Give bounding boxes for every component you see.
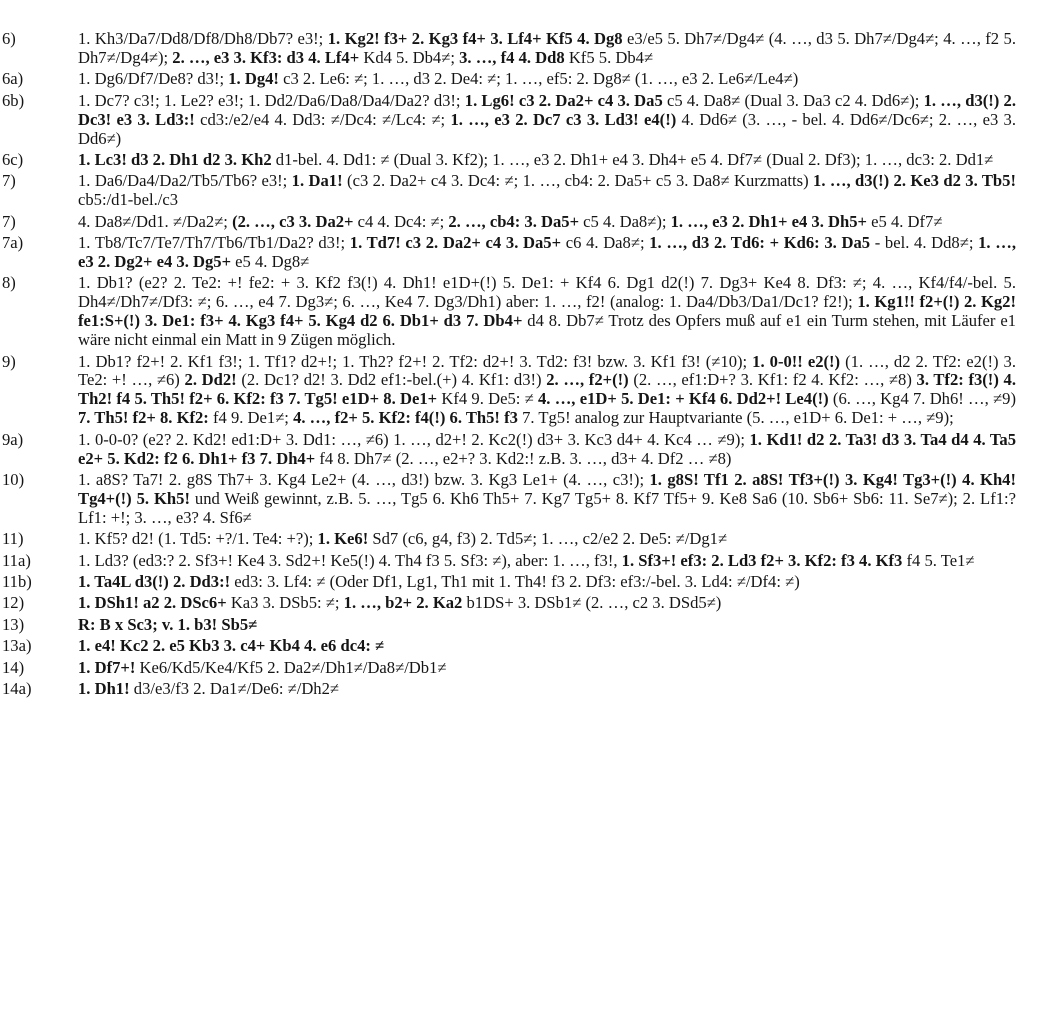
annotation-moves: e3/e5 5. Dh7≠/Dg4≠ (4. …, d3 5. Dh7≠/Dg4≠; 4. …, f2 5. Dh7≠/Dg4≠); [78, 29, 1016, 67]
main-variation-moves: 1. Da1! [291, 171, 343, 191]
annotation-moves: c5 4. Da8≠); [579, 211, 671, 231]
solution-number: 6a) [2, 69, 24, 89]
annotation-moves: 1. Ld3? (ed3:? 2. Sf3+! Ke4 3. Sd2+! Ke5(!) 4. Th4 f3 5. Sf3: ≠), aber: 1. …, f3!, [78, 550, 622, 570]
solution-text [78, 233, 1016, 271]
solution-text [78, 470, 1016, 527]
annotation-moves: cd3:/e2/e4 4. Dd3: ≠/Dc4: ≠/Lc4: ≠; [194, 109, 451, 129]
main-variation-moves: 2. Dd2! [184, 370, 237, 390]
solution-entry [2, 211, 1016, 232]
annotation-moves: e5 4. Dg8≠ [231, 251, 310, 271]
solution-number: 11a) [2, 550, 31, 570]
solution-number: 7) [2, 211, 16, 231]
main-variation-moves: 4. …, f2+ 5. Kf2: f4(!) 6. Th5! f3 [293, 408, 518, 428]
solution-text [78, 91, 1016, 148]
solution-entry [2, 149, 1016, 170]
annotation-moves: Kd4 5. Db4≠; [359, 47, 460, 67]
annotation-moves: und Weiß gewinnt, z.B. 5. …, Tg5 6. Kh6 Th5+ 7. Kg7 Tg5+ 8. Kf7 Tf5+ 9. Ke8 Sa6 (10. Sb6+ Sb6: 11. Se7≠); 2. Lf1:? Lf1: +!; 3. …, e3? 4. Sf6≠ [78, 488, 1016, 527]
main-variation-moves: 1. …, e3 2. Dc7 c3 3. Ld3! e4(!) [450, 109, 677, 129]
solution-text [78, 658, 447, 677]
main-variation-moves: 1. …, e3 2. Dh1+ e4 3. Dh5+ [670, 211, 867, 231]
main-variation-moves: 1. …, e3 2. Dg2+ e4 3. Dg5+ [78, 233, 1016, 271]
annotation-moves: 1. 0-0-0? (e2? 2. Kd2! ed1:D+ 3. Dd1: …, ≠6) 1. …, d2+! 2. Kc2(!) d3+ 3. Kc3 d4+ 4. Kc4 … ≠9); [78, 429, 750, 449]
solution-text [78, 529, 727, 548]
annotation-moves: c3 2. Le6: ≠; 1. …, d3 2. De4: ≠; 1. …, ef5: 2. Dg8≠ (1. …, e3 2. Le6≠/Le4≠) [278, 69, 799, 89]
main-variation-moves: 1. Kg1!! f2+(!) 2. Kg2! fe1:S+(!) 3. De1: f3+ 4. Kg3 f4+ 5. Kg4 d2 6. Db1+ d3 7. Db4+ [78, 292, 1017, 331]
solution-number: 6) [2, 29, 16, 48]
annotation-moves: 4. Da8≠/Dd1. ≠/Da2≠; [78, 211, 233, 231]
annotation-moves: Sd7 (c6, g4, f3) 2. Td5≠; 1. …, c2/e2 2. De5: ≠/Dg1≠ [368, 529, 728, 549]
annotation-moves: Kf4 9. De5: ≠ [437, 389, 538, 409]
annotation-moves: (2. Dc1? d2! 3. Dd2 ef1:-bel.(+) 4. Kf1: d3!) [236, 370, 547, 390]
solution-entry [2, 614, 1016, 635]
annotation-moves: Ka3 3. DSb5: ≠; [226, 593, 344, 613]
annotation-moves: (c3 2. Da2+ c4 3. Dc4: ≠; 1. …, cb4: 2. Da5+ c5 3. Da8≠ Kurzmatts) [342, 171, 814, 191]
annotation-moves: 1. Db1? f2+! 2. Kf1 f3!; 1. Tf1? d2+!; 1. Th2? f2+! 2. Tf2: d2+! 3. Td2: f3! bzw. 3. Kf1 f3! (≠10); [78, 351, 753, 371]
main-variation-moves: 3. Tf2: f3(!) 4. Th2! f4 5. Th5! f2+ 6. Kf2: f3 7. Tg5! e1D+ 8. De1+ [78, 370, 1016, 409]
solution-entry [2, 657, 1016, 678]
solution-entry [2, 90, 1016, 149]
solution-number: 9) [2, 351, 16, 371]
annotation-moves: 1. Kf5? d2! (1. Td5: +?/1. Te4: +?); [78, 529, 318, 549]
solution-entry [2, 233, 1016, 272]
solution-entry [2, 636, 1016, 656]
solution-entry [2, 571, 1016, 592]
annotation-moves: d4 8. Db7≠ Trotz des Opfers muß auf e1 ein Turm stehen, mit Läufer e1 wäre nicht einmal ein Matt in 9 Zügen möglich. [78, 311, 1016, 350]
solution-number: 14) [2, 657, 25, 677]
main-variation-moves: 1. e4! Kc2 2. e5 Kb3 3. c4+ Kb4 4. e6 dc4: ≠ [78, 636, 385, 656]
annotation-moves: f4 9. De1≠; [208, 408, 294, 428]
main-variation-moves: 3. …, f4 4. Dd8 [459, 47, 565, 67]
main-variation-moves: (2. …, c3 3. Da2+ [232, 211, 354, 231]
solution-entry [2, 593, 1016, 613]
solution-text [78, 679, 339, 698]
main-variation-moves: 1. DSh1! a2 2. DSc6+ [78, 593, 227, 613]
annotation-moves: Kf5 5. Db4≠ [564, 47, 654, 67]
annotation-moves: e5 4. Df7≠ [867, 211, 943, 231]
annotation-moves: c6 4. Da8≠; [561, 233, 650, 253]
main-variation-moves: R: B x Sc3; v. 1. b3! Sb5≠ [78, 614, 258, 634]
annotation-moves: d1-bel. 4. Dd1: ≠ (Dual 3. Kf2); 1. …, e3 2. Dh1+ e4 3. Dh4+ e5 4. Df7≠ (Dual 2. Df3); 1. …, dc3: 2. Dd1≠ [271, 149, 994, 169]
annotation-moves: 1. Dc7? c3!; 1. Le2? e3!; 1. Dd2/Da6/Da8/Da4/Da2? d3!; [78, 90, 465, 110]
annotation-moves: d3/e3/f3 2. Da1≠/De6: ≠/Dh2≠ [129, 679, 339, 698]
solution-text [78, 615, 257, 634]
solution-number: 7a) [2, 233, 24, 253]
solution-number: 13a) [2, 636, 32, 656]
solution-text [78, 29, 1016, 67]
annotation-moves: ed3: 3. Lf4: ≠ (Oder Df1, Lg1, Th1 mit 1. Th4! f3 2. Df3: ef3:/-bel. 3. Ld4: ≠/Df4: ≠) [230, 571, 800, 591]
annotation-moves: 1. Tb8/Tc7/Te7/Th7/Tb6/Tb1/Da2? d3!; [78, 233, 350, 253]
solution-text [78, 273, 1016, 349]
solution-text [78, 551, 975, 570]
solution-number: 6c) [2, 149, 24, 169]
solution-text [78, 212, 942, 231]
main-variation-moves: 1. Kd1! d2 2. Ta3! d3 3. Ta4 d4 4. Ta5 e2+ 5. Kd2: f2 6. Dh1+ f3 7. Dh4+ [78, 429, 1016, 468]
main-variation-moves: 1. Kg2! f3+ 2. Kg3 f4+ 3. Lf4+ Kf5 4. Dg8 [327, 29, 623, 48]
solution-number: 11) [2, 529, 24, 549]
main-variation-moves: 1. Dh1! [78, 679, 130, 698]
annotation-moves: 7. Tg5! analog zur Hauptvariante (5. …, e1D+ 6. De1: + …, ≠9); [517, 408, 954, 428]
solution-number: 14a) [2, 679, 32, 698]
annotation-moves: (1. …, d2 2. Tf2: e2(!) 3. Te2: +! …, ≠6) [78, 351, 1016, 390]
solution-entry [2, 429, 1016, 469]
solution-number: 7) [2, 171, 16, 191]
solution-entry [2, 29, 1016, 68]
solution-number: 12) [2, 593, 25, 613]
solution-text [78, 69, 798, 88]
solution-text [78, 636, 384, 655]
main-variation-moves: 1. …, d3(!) 2. Ke3 d2 3. Tb5! [813, 171, 1016, 191]
annotation-moves: 1. Kh3/Da7/Dd8/Df8/Dh8/Db7? e3!; [78, 29, 328, 48]
solution-number: 10) [2, 469, 25, 489]
main-variation-moves: 1. g8S! Tf1 2. a8S! Tf3+(!) 3. Kg4! Tg3+(!) 4. Kh4! Tg4+(!) 5. Kh5! [78, 469, 1016, 508]
annotation-moves: c4 4. Dc4: ≠; [353, 211, 449, 231]
solution-entry [2, 679, 1016, 699]
solution-number: 13) [2, 614, 25, 634]
solution-entry [2, 69, 1016, 89]
main-variation-moves: 1. Dg4! [228, 69, 279, 89]
solution-entry [2, 529, 1016, 549]
solution-text [78, 171, 1016, 209]
main-variation-moves: 7. Th5! f2+ 8. Kf2: [78, 408, 209, 428]
solution-entry [2, 171, 1016, 210]
annotation-moves: Ke6/Kd5/Ke4/Kf5 2. Da2≠/Dh1≠/Da8≠/Db1≠ [135, 657, 447, 677]
solution-number: 11b) [2, 571, 32, 591]
main-variation-moves: 2. …, f2+(!) [546, 370, 629, 390]
annotation-moves: cb5:/d1-bel./c3 [78, 190, 178, 210]
annotation-moves: 1. Da6/Da4/Da2/Tb5/Tb6? e3!; [78, 171, 292, 191]
annotation-moves: f4 8. Dh7≠ (2. …, e2+? 3. Kd2:! z.B. 3. …, d3+ 4. Df2 … ≠8) [315, 448, 732, 468]
annotation-moves: f4 5. Te1≠ [902, 550, 975, 570]
annotation-moves: b1DS+ 3. DSb1≠ (2. …, c2 3. DSd5≠) [462, 593, 722, 613]
solution-text [78, 352, 1016, 428]
main-variation-moves: 1. …, b2+ 2. Ka2 [343, 593, 463, 613]
solution-entry [2, 273, 1017, 350]
annotation-moves: 1. a8S? Ta7! 2. g8S Th7+ 3. Kg4 Le2+ (4. …, d3!) bzw. 3. Kg3 Le1+ (4. …, c3!); [78, 469, 650, 489]
solution-entry [2, 469, 1016, 528]
solution-text [78, 593, 721, 612]
annotation-moves: 1. Dg6/Df7/De8? d3!; [78, 69, 229, 89]
main-variation-moves: 2. …, e3 3. Kf3: d3 4. Lf4+ [172, 47, 360, 67]
main-variation-moves: 1. …, d3(!) 2. Dc3! e3 3. Ld3:! [78, 90, 1016, 129]
main-variation-moves: 1. …, d3 2. Td6: + Kd6: 3. Da5 [649, 233, 871, 253]
annotation-moves: - bel. 4. Dd8≠; [870, 233, 979, 253]
annotation-moves: 4. Dd6≠ (3. …, - bel. 4. Dd6≠/Dc6≠; 2. …, e3 3. Dd6≠) [78, 109, 1016, 148]
main-variation-moves: 1. 0-0!! e2(!) [752, 351, 841, 371]
main-variation-moves: 4. …, e1D+ 5. De1: + Kf4 6. Dd2+! Le4(!) [538, 389, 829, 409]
solution-number: 6b) [2, 90, 25, 110]
solution-number: 9a) [2, 429, 24, 449]
annotation-moves: (6. …, Kg4 7. Dh6! …, ≠9) [828, 389, 1016, 409]
main-variation-moves: 1. Td7! c3 2. Da2+ c4 3. Da5+ [349, 233, 562, 253]
annotation-moves: (2. …, ef1:D+? 3. Kf1: f2 4. Kf2: …, ≠8) [628, 370, 917, 390]
solution-entry [2, 550, 1016, 571]
solution-number: 8) [2, 273, 16, 293]
main-variation-moves: 1. Ke6! [317, 529, 369, 549]
main-variation-moves: 1. Sf3+! ef3: 2. Ld3 f2+ 3. Kf2: f3 4. Kf3 [621, 550, 903, 570]
main-variation-moves: 1. Lc3! d3 2. Dh1 d2 3. Kh2 [78, 149, 272, 169]
main-variation-moves: 2. …, cb4: 3. Da5+ [448, 211, 580, 231]
solution-text [78, 150, 993, 169]
main-variation-moves: 1. Ta4L d3(!) 2. Dd3:! [78, 571, 231, 591]
solution-text [78, 572, 800, 591]
main-variation-moves: 1. Df7+! [78, 657, 136, 677]
solution-text [78, 430, 1016, 468]
main-variation-moves: 1. Lg6! c3 2. Da2+ c4 3. Da5 [464, 90, 663, 110]
solution-entry [2, 351, 1016, 429]
annotation-moves: c5 4. Da8≠ (Dual 3. Da3 c2 4. Dd6≠); [662, 90, 924, 110]
annotation-moves: 1. Db1? (e2? 2. Te2: +! fe2: + 3. Kf2 f3(!) 4. Dh1! e1D+(!) 5. De1: + Kf4 6. Dg1 d2(!) 7. Dg3+ Ke4 8. Df3: ≠; 4. …, Kf4/f4/-bel. 5. Dh4≠/Dh7≠/Df3: ≠; 6. …, e4 7. Dg3≠; 6. …, Ke4 7. Dg3/Dh1) aber: 1. …, f2! (analog: 1. Da4/Db3/Da1/Dc1? f2!); [78, 273, 1016, 312]
